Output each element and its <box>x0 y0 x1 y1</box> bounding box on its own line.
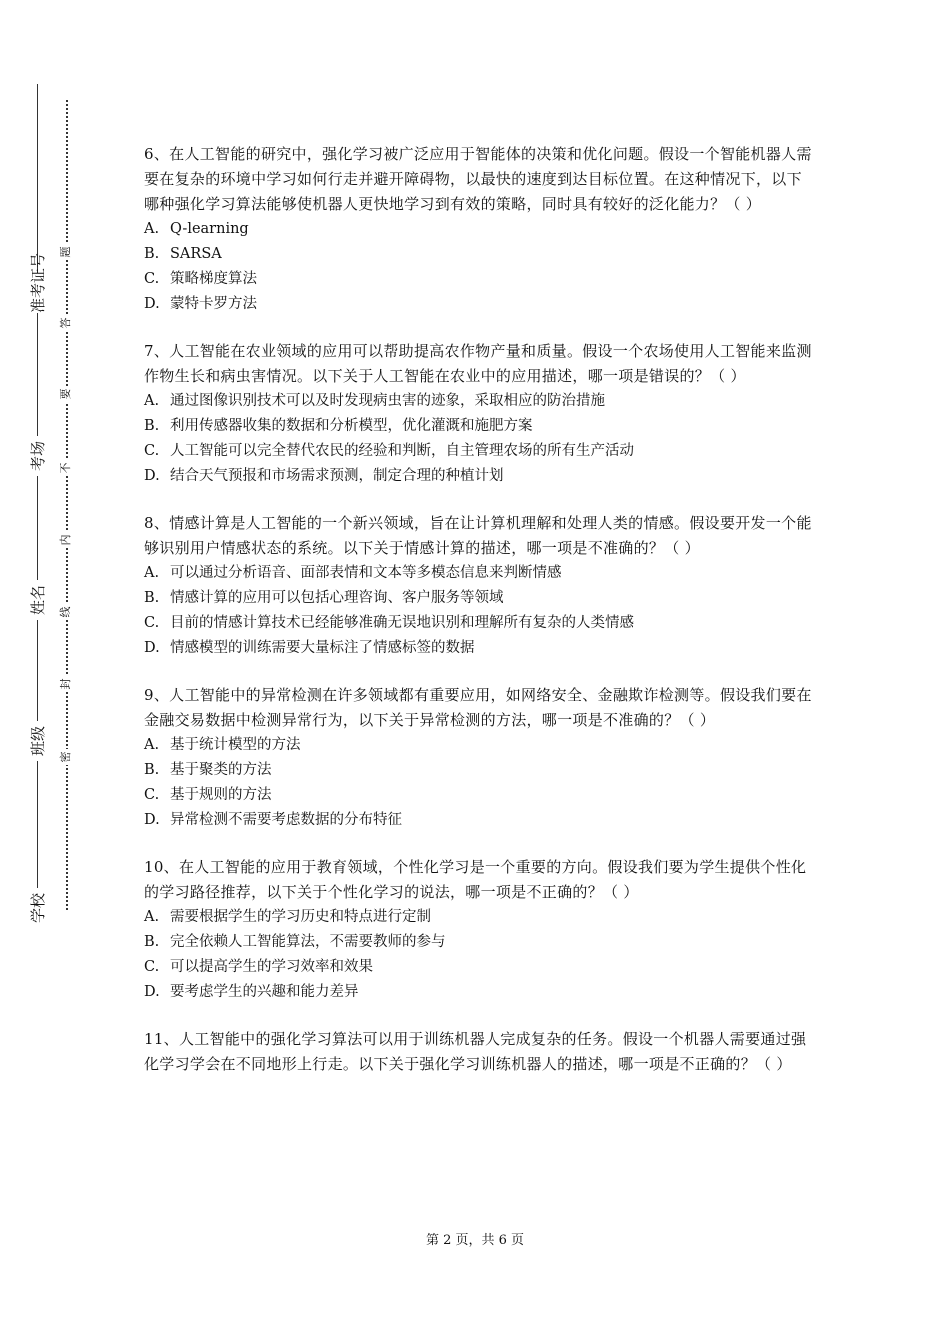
option-b: B. SARSA <box>144 246 222 262</box>
option-list <box>144 733 814 833</box>
question-8 <box>144 511 814 661</box>
option-list <box>144 389 814 489</box>
seal-char: 线 <box>58 604 74 620</box>
page-footer: 第 2 页，共 6 页 <box>425 1233 525 1248</box>
question-stem: 9、人工智能中的异常检测在许多领域都有重要应用，如网络安全、金融欺诈检测等。假设我们要在金融交易数据中检测异常行为，以下关于异常检测的方法，哪一项是不准确的？（ ） <box>144 686 812 729</box>
binding-solid-line <box>37 84 38 924</box>
seal-char: 不 <box>58 460 74 476</box>
option-a: A. 基于统计模型的方法 <box>144 737 301 753</box>
question-7 <box>144 339 814 489</box>
option-a: A. 通过图像识别技术可以及时发现病虫害的迹象，采取相应的防治措施 <box>144 393 605 409</box>
option-c: C. 人工智能可以完全替代农民的经验和判断，自主管理农场的所有生产活动 <box>144 443 634 459</box>
option-c: C. 策略梯度算法 <box>144 271 257 287</box>
seal-char: 密 <box>58 749 74 765</box>
option-b: B. 利用传感器收集的数据和分析模型，优化灌溉和施肥方案 <box>144 418 533 434</box>
option-b: B. 基于聚类的方法 <box>144 762 272 778</box>
field-label-exam-room: 考场 <box>28 436 48 476</box>
question-stem: 11、人工智能中的强化学习算法可以用于训练机器人完成复杂的任务。假设一个机器人需要通过强化学习学会在不同地形上行走。以下关于强化学习训练机器人的描述，哪一项是不正确的？（ ） <box>144 1030 807 1073</box>
question-6 <box>144 142 814 317</box>
option-c: C. 可以提高学生的学习效率和效果 <box>144 959 373 975</box>
option-d: D. 要考虑学生的兴趣和能力差异 <box>144 984 359 1000</box>
field-label-school: 学校 <box>28 888 48 928</box>
question-stem: 10、在人工智能的应用于教育领域，个性化学习是一个重要的方向。假设我们要为学生提供个性化的学习路径推荐，以下关于个性化学习的说法，哪一项是不正确的？（ ） <box>144 858 807 901</box>
option-a: A. 可以通过分析语音、面部表情和文本等多模态信息来判断情感 <box>144 565 562 581</box>
question-11 <box>144 1027 814 1077</box>
option-c: C. 目前的情感计算技术已经能够准确无误地识别和理解所有复杂的人类情感 <box>144 615 634 631</box>
option-list <box>144 217 814 317</box>
question-10 <box>144 855 814 1005</box>
question-9 <box>144 683 814 833</box>
option-d: D. 异常检测不需要考虑数据的分布特征 <box>144 812 402 828</box>
option-d: D. 结合天气预报和市场需求预测，制定合理的种植计划 <box>144 468 504 484</box>
field-label-exam-number: 准考证号 <box>29 252 47 313</box>
option-d: D. 情感模型的训练需要大量标注了情感标签的数据 <box>144 640 475 656</box>
seal-dotted-line <box>66 100 68 910</box>
question-stem: 6、在人工智能的研究中，强化学习被广泛应用于智能体的决策和优化问题。假设一个智能机器人需要在复杂的环境中学习如何行走并避开障碍物，以最快的速度到达目标位置。在这种情况下，以下哪种强化学习算法能够使机器人更快地学习到有效的策略，同时具有较好的泛化能力？（ ） <box>144 145 812 213</box>
question-stem: 8、情感计算是人工智能的一个新兴领域，旨在让计算机理解和处理人类的情感。假设要开发一个能够识别用户情感状态的系统。以下关于情感计算的描述，哪一项是不准确的？（ ） <box>144 514 812 557</box>
question-list <box>144 142 814 1099</box>
seal-char: 内 <box>58 532 74 548</box>
seal-char: 题 <box>58 244 74 260</box>
binding-margin <box>0 0 110 1344</box>
seal-char: 答 <box>58 315 74 331</box>
field-label-name: 姓名 <box>28 580 48 620</box>
option-c: C. 基于规则的方法 <box>144 787 272 803</box>
option-d: D. 蒙特卡罗方法 <box>144 296 257 312</box>
field-label-class: 班级 <box>28 721 48 761</box>
option-a: A. 需要根据学生的学习历史和特点进行定制 <box>144 909 431 925</box>
question-stem: 7、人工智能在农业领域的应用可以帮助提高农作物产量和质量。假设一个农场使用人工智能来监测作物生长和病虫害情况。以下关于人工智能在农业中的应用描述，哪一项是错误的？（ ） <box>144 342 812 385</box>
option-a: A. Q-learning <box>144 221 249 237</box>
option-b: B. 情感计算的应用可以包括心理咨询、客户服务等领域 <box>144 590 504 606</box>
option-list <box>144 905 814 1005</box>
option-b: B. 完全依赖人工智能算法，不需要教师的参与 <box>144 934 446 950</box>
option-list <box>144 561 814 661</box>
seal-char: 封 <box>58 676 74 692</box>
seal-char: 要 <box>58 386 74 402</box>
